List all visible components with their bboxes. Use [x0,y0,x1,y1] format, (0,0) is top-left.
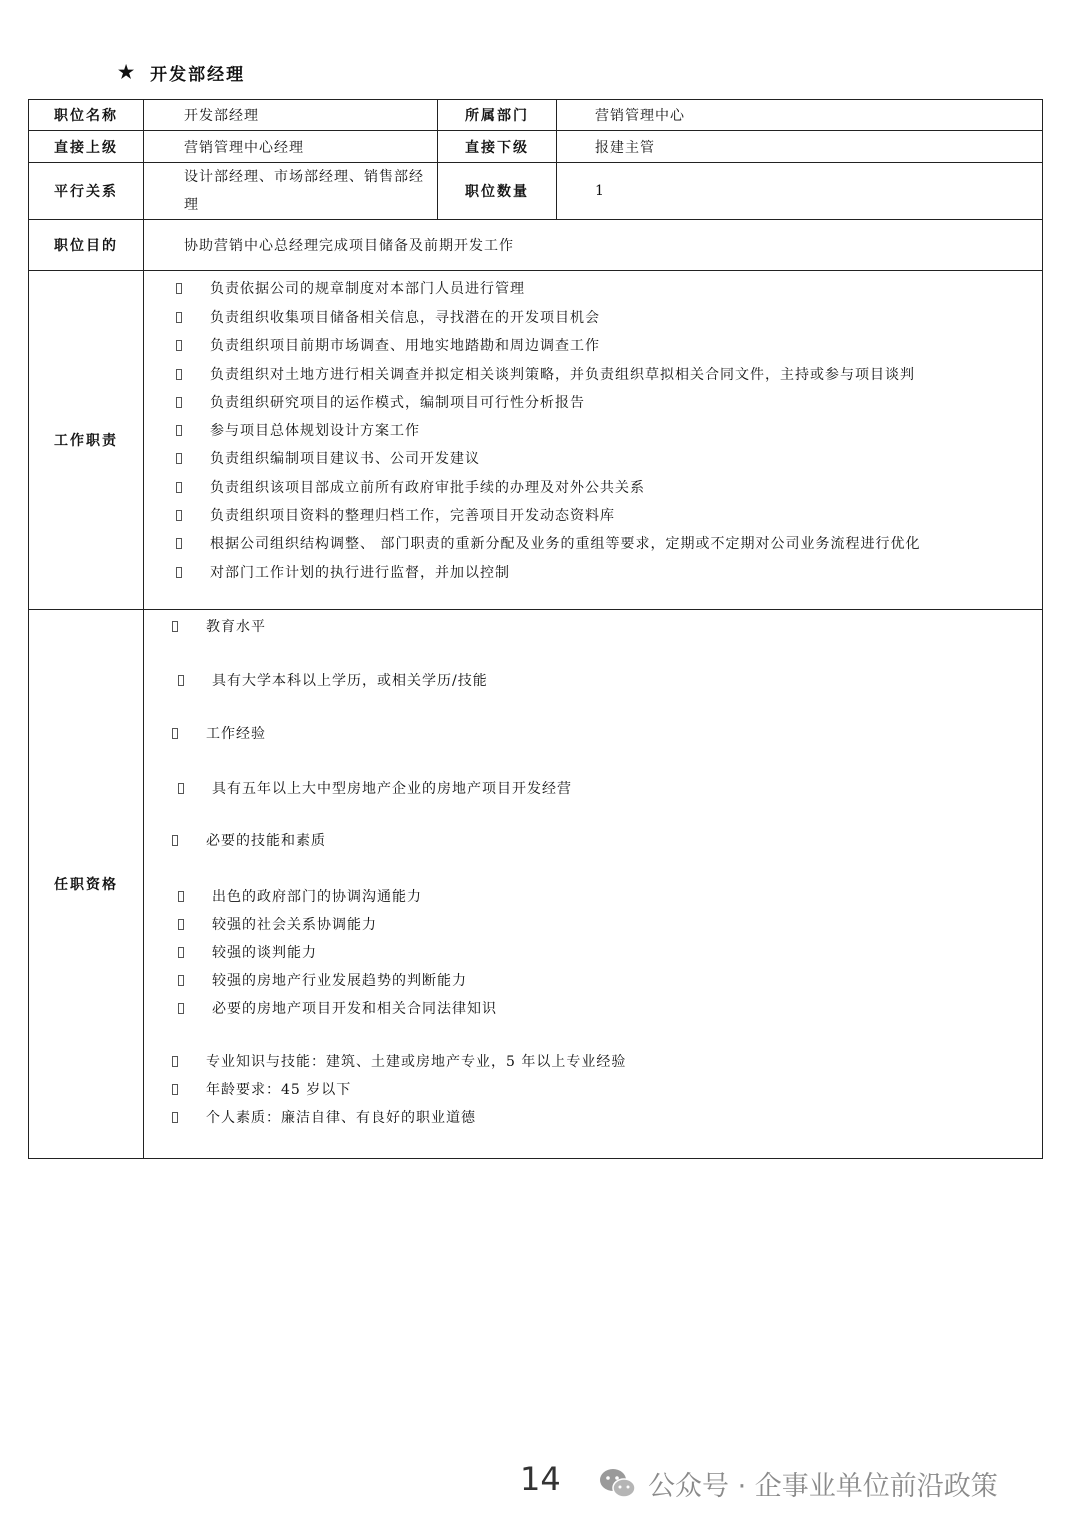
bullet-icon [176,283,182,294]
qualification-text: 具有五年以上大中型房地产企业的房地产项目开发经营 [212,781,572,797]
qualification-text: 较强的房地产行业发展趋势的判断能力 [212,973,467,989]
supervisor-value: 营销管理中心经理 [144,131,438,163]
bullet-icon [172,728,178,739]
bullet-icon [176,425,182,436]
purpose-label: 职位目的 [29,220,144,271]
list-item [172,723,266,743]
list-item [176,364,915,384]
qualification-text: 教育水平 [206,619,266,635]
bullet-icon [176,340,182,351]
table-row [29,163,1043,220]
duty-text: 对部门工作计划的执行进行监督，并加以控制 [210,565,510,581]
qualification-text: 具有大学本科以上学历，或相关学历/技能 [212,673,488,689]
qualification-text: 年龄要求：45 岁以下 [206,1082,352,1098]
table-row [29,220,1043,271]
section-title: 开发部经理 [150,65,246,85]
department-value: 营销管理中心 [557,100,1043,131]
list-item [172,830,326,850]
table-row [29,610,1043,1159]
qualifications-cell [144,610,1043,1159]
duty-text: 负责依据公司的规章制度对本部门人员进行管理 [210,281,525,297]
bullet-icon [172,835,178,846]
footer [0,1458,1080,1502]
wechat-icon [598,1467,638,1501]
bullet-icon [176,510,182,521]
bullet-icon [176,538,182,549]
watermark-text: 公众号 · 企事业单位前沿政策 [648,1471,998,1502]
parallel-relation-label: 平行关系 [29,163,144,220]
bullet-icon [178,783,184,794]
bullet-icon [176,453,182,464]
qualification-text: 工作经验 [206,726,266,742]
parallel-relation-value: 设计部经理、市场部经理、销售部经理 [144,163,438,220]
list-item [176,448,480,468]
position-count-label: 职位数量 [438,163,557,220]
subordinate-label: 直接下级 [438,131,557,163]
duties-list [144,271,1042,609]
duties-label: 工作职责 [29,271,144,610]
list-item [172,1051,626,1071]
list-item [176,533,920,553]
list-item [176,278,525,298]
bullet-icon [178,675,184,686]
bullet-icon [176,369,182,380]
bullet-icon [172,1084,178,1095]
bullet-icon [172,1056,178,1067]
list-item [178,778,572,798]
subordinate-value: 报建主管 [557,131,1043,163]
list-item [176,420,420,440]
qualification-text: 较强的社会关系协调能力 [212,917,377,933]
watermark [598,1464,998,1503]
list-item [172,1107,476,1127]
list-item [178,670,488,690]
qualification-text: 必要的技能和素质 [206,833,326,849]
list-item [176,562,510,582]
bullet-icon [172,621,178,632]
bullet-icon [178,1003,184,1014]
list-item [172,1079,351,1099]
bullet-icon [178,975,184,986]
qualification-text: 出色的政府部门的协调沟通能力 [212,889,422,905]
bullet-icon [176,567,182,578]
qualification-text: 必要的房地产项目开发和相关合同法律知识 [212,1001,497,1017]
list-item [178,942,317,962]
supervisor-label: 直接上级 [29,131,144,163]
duty-text: 根据公司组织结构调整、 部门职责的重新分配及业务的重组等要求，定期或不定期对公司业务流程进行优化 [210,536,921,552]
qualifications-label: 任职资格 [29,610,144,1159]
table-row [29,271,1043,610]
bullet-icon [172,1112,178,1123]
list-item [176,335,600,355]
bullet-icon [178,891,184,902]
qualification-text: 较强的谈判能力 [212,945,317,961]
duty-text: 负责组织该项目部成立前所有政府审批手续的办理及对外公共关系 [210,480,645,496]
star-icon: ★ [118,62,137,83]
duty-text: 负责组织收集项目储备相关信息，寻找潜在的开发项目机会 [210,310,600,326]
list-item [178,970,467,990]
list-item [172,616,266,636]
bullet-icon [178,919,184,930]
duty-text: 负责组织对土地方进行相关调查并拟定相关谈判策略，并负责组织草拟相关合同文件，主持或参与项目谈判 [210,367,915,383]
list-item [176,505,615,525]
job-description-table [28,99,1043,1159]
duty-text: 负责组织项目前期市场调查、用地实地踏勘和周边调查工作 [210,338,600,354]
position-name-value: 开发部经理 [144,100,438,131]
qualifications-list [144,610,1042,1158]
list-item [178,998,497,1018]
table-row [29,100,1043,131]
list-item [176,477,645,497]
department-label: 所属部门 [438,100,557,131]
qualification-text: 专业知识与技能：建筑、土建或房地产专业，5 年以上专业经验 [206,1054,627,1070]
table-row [29,131,1043,163]
bullet-icon [178,947,184,958]
duty-text: 负责组织研究项目的运作模式，编制项目可行性分析报告 [210,395,585,411]
duties-cell [144,271,1043,610]
duty-text: 参与项目总体规划设计方案工作 [210,423,420,439]
bullet-icon [176,397,182,408]
bullet-icon [176,312,182,323]
purpose-value: 协助营销中心总经理完成项目储备及前期开发工作 [144,220,1043,271]
list-item [178,886,422,906]
list-item [176,392,585,412]
list-item [178,914,377,934]
qualification-text: 个人素质：廉洁自律、有良好的职业道德 [206,1110,476,1126]
duty-text: 负责组织编制项目建议书、公司开发建议 [210,451,480,467]
list-item [176,307,600,327]
section-heading [118,60,245,85]
page-number: 14 [520,1460,561,1498]
bullet-icon [176,482,182,493]
position-name-label: 职位名称 [29,100,144,131]
duty-text: 负责组织项目资料的整理归档工作，完善项目开发动态资料库 [210,508,615,524]
position-count-value: 1 [557,163,1043,220]
